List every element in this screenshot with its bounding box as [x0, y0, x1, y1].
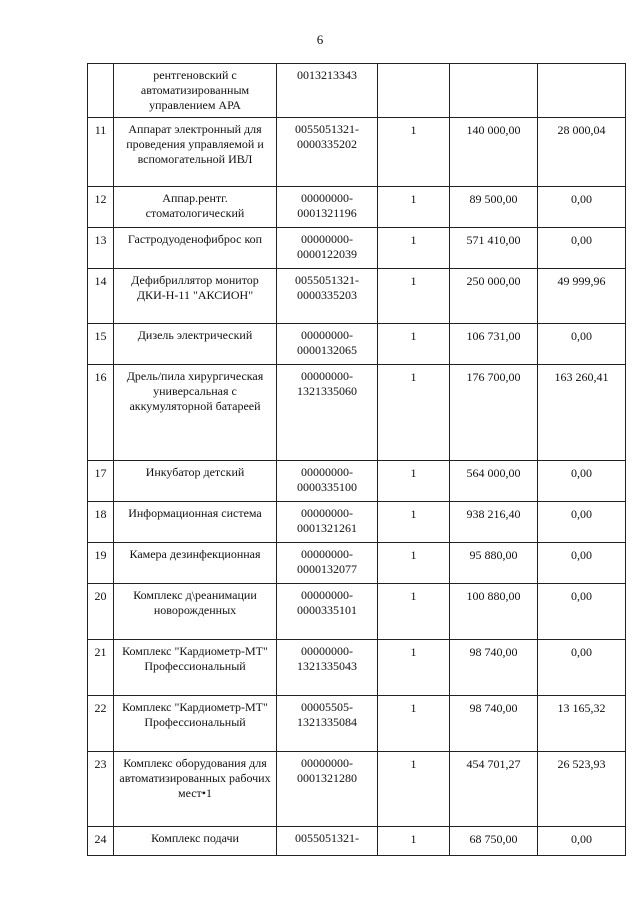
- inventory-number-cell: 00000000-0000335101: [277, 584, 378, 640]
- residual-value-cell: 0,00: [538, 187, 626, 228]
- equipment-table-body: [88, 64, 626, 856]
- residual-value-cell: 28 000,04: [538, 118, 626, 187]
- item-name-cell: Дизель электрический: [114, 324, 277, 365]
- table-row: [88, 696, 626, 752]
- inventory-number-cell: 00000000-0000132065: [277, 324, 378, 365]
- row-number-cell: [88, 64, 114, 118]
- row-number-cell: 23: [88, 752, 114, 827]
- residual-value-cell: 0,00: [538, 324, 626, 365]
- book-value-cell: 454 701,27: [450, 752, 538, 827]
- inventory-number-cell: 0055051321-0000335203: [277, 269, 378, 324]
- table-row: [88, 543, 626, 584]
- book-value-cell: [450, 64, 538, 118]
- item-name-cell: Информационная система: [114, 502, 277, 543]
- item-name-cell: Комплекс д\реанимации новорожденных: [114, 584, 277, 640]
- item-name-cell: Гастродуоденофиброс коп: [114, 228, 277, 269]
- book-value-cell: 938 216,40: [450, 502, 538, 543]
- row-number-cell: 19: [88, 543, 114, 584]
- inventory-number-cell: 00000000-0000335100: [277, 461, 378, 502]
- residual-value-cell: [538, 64, 626, 118]
- table-row: [88, 269, 626, 324]
- residual-value-cell: 0,00: [538, 543, 626, 584]
- item-name-cell: Комплекс "Кардиометр-МТ" Профессиональный: [114, 696, 277, 752]
- row-number-cell: 22: [88, 696, 114, 752]
- quantity-cell: [378, 64, 450, 118]
- book-value-cell: 176 700,00: [450, 365, 538, 461]
- residual-value-cell: 26 523,93: [538, 752, 626, 827]
- table-row: [88, 827, 626, 856]
- item-name-cell: Комплекс оборудования для автоматизированных рабочих мест•1: [114, 752, 277, 827]
- inventory-number-cell: 00000000-0001321261: [277, 502, 378, 543]
- residual-value-cell: 13 165,32: [538, 696, 626, 752]
- item-name-cell: Инкубатор детский: [114, 461, 277, 502]
- inventory-number-cell: 0055051321-0000335202: [277, 118, 378, 187]
- row-number-cell: 20: [88, 584, 114, 640]
- equipment-table: [87, 63, 626, 856]
- row-number-cell: 14: [88, 269, 114, 324]
- residual-value-cell: 163 260,41: [538, 365, 626, 461]
- residual-value-cell: 0,00: [538, 584, 626, 640]
- table-row: [88, 461, 626, 502]
- inventory-number-cell: 0013213343: [277, 64, 378, 118]
- inventory-number-cell: 00000000-0000122039: [277, 228, 378, 269]
- book-value-cell: 68 750,00: [450, 827, 538, 856]
- item-name-cell: Комплекс подачи: [114, 827, 277, 856]
- item-name-cell: Аппарат электронный для проведения управляемой и вспомогательной ИВЛ: [114, 118, 277, 187]
- table-row: [88, 64, 626, 118]
- inventory-number-cell: 00000000-0001321280: [277, 752, 378, 827]
- table-row: [88, 365, 626, 461]
- quantity-cell: 1: [378, 118, 450, 187]
- row-number-cell: 24: [88, 827, 114, 856]
- table-row: [88, 187, 626, 228]
- residual-value-cell: 0,00: [538, 228, 626, 269]
- quantity-cell: 1: [378, 752, 450, 827]
- inventory-number-cell: 00000000-1321335060: [277, 365, 378, 461]
- book-value-cell: 571 410,00: [450, 228, 538, 269]
- quantity-cell: 1: [378, 502, 450, 543]
- row-number-cell: 17: [88, 461, 114, 502]
- quantity-cell: 1: [378, 228, 450, 269]
- item-name-cell: Дрель/пила хирургическая универсальная с аккумуляторной батареей: [114, 365, 277, 461]
- inventory-number-cell: 00005505-1321335084: [277, 696, 378, 752]
- item-name-cell: Дефибриллятор монитор ДКИ-Н-11 "АКСИОН": [114, 269, 277, 324]
- item-name-cell: рентгеновский с автоматизированным управлением АРА: [114, 64, 277, 118]
- book-value-cell: 98 740,00: [450, 696, 538, 752]
- residual-value-cell: 49 999,96: [538, 269, 626, 324]
- inventory-number-cell: 0055051321-: [277, 827, 378, 856]
- table-row: [88, 502, 626, 543]
- table-row: [88, 640, 626, 696]
- quantity-cell: 1: [378, 696, 450, 752]
- table-row: [88, 324, 626, 365]
- quantity-cell: 1: [378, 827, 450, 856]
- row-number-cell: 11: [88, 118, 114, 187]
- table-row: [88, 584, 626, 640]
- inventory-number-cell: 00000000-0000132077: [277, 543, 378, 584]
- row-number-cell: 18: [88, 502, 114, 543]
- book-value-cell: 564 000,00: [450, 461, 538, 502]
- table-row: [88, 228, 626, 269]
- inventory-number-cell: 00000000-0001321196: [277, 187, 378, 228]
- quantity-cell: 1: [378, 324, 450, 365]
- table-row: [88, 118, 626, 187]
- quantity-cell: 1: [378, 584, 450, 640]
- book-value-cell: 250 000,00: [450, 269, 538, 324]
- book-value-cell: 100 880,00: [450, 584, 538, 640]
- residual-value-cell: 0,00: [538, 640, 626, 696]
- row-number-cell: 15: [88, 324, 114, 365]
- quantity-cell: 1: [378, 543, 450, 584]
- quantity-cell: 1: [378, 640, 450, 696]
- book-value-cell: 89 500,00: [450, 187, 538, 228]
- residual-value-cell: 0,00: [538, 502, 626, 543]
- quantity-cell: 1: [378, 187, 450, 228]
- book-value-cell: 98 740,00: [450, 640, 538, 696]
- book-value-cell: 140 000,00: [450, 118, 538, 187]
- residual-value-cell: 0,00: [538, 461, 626, 502]
- table-row: [88, 752, 626, 827]
- row-number-cell: 12: [88, 187, 114, 228]
- residual-value-cell: 0,00: [538, 827, 626, 856]
- page-number: 6: [316, 32, 324, 47]
- quantity-cell: 1: [378, 461, 450, 502]
- item-name-cell: Аппар.рентг. стоматологический: [114, 187, 277, 228]
- quantity-cell: 1: [378, 269, 450, 324]
- inventory-number-cell: 00000000-1321335043: [277, 640, 378, 696]
- item-name-cell: Комплекс "Кардиометр-МТ" Профессиональный: [114, 640, 277, 696]
- item-name-cell: Камера дезинфекционная: [114, 543, 277, 584]
- book-value-cell: 106 731,00: [450, 324, 538, 365]
- book-value-cell: 95 880,00: [450, 543, 538, 584]
- row-number-cell: 16: [88, 365, 114, 461]
- row-number-cell: 21: [88, 640, 114, 696]
- quantity-cell: 1: [378, 365, 450, 461]
- row-number-cell: 13: [88, 228, 114, 269]
